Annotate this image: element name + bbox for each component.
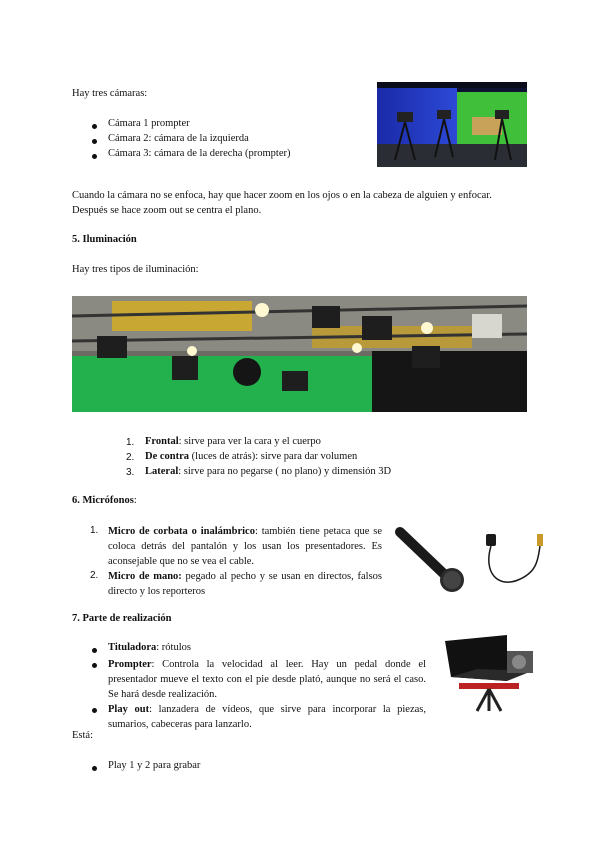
lighting-item-1: Frontal: sirve para ver la cara y el cuerpo (145, 436, 321, 447)
camera-item-3: Cámara 3: cámara de la derecha (prompter) (108, 148, 291, 159)
bullet-icon (92, 154, 97, 159)
bullet-icon (92, 648, 97, 653)
cameras-intro: Hay tres cámaras: (72, 88, 148, 99)
handheld-microphone-image (394, 524, 469, 594)
lighting-item-3: Lateral: sirve para no pegarse ( no plano) y dimensión 3D (145, 466, 392, 477)
realization-item-3: Play out: lanzadera de vídeos, que sirve para incorporar la piezas, sumarios, cabeceras para lanzarlo. (108, 704, 426, 730)
play-item: Play 1 y 2 para grabar (108, 760, 201, 771)
studio-cameras-image (377, 82, 527, 167)
lighting-item-2: De contra (luces de atrás): sirve para dar volumen (145, 451, 358, 462)
lighting-number: 1. (126, 437, 135, 448)
camera-item-1: Cámara 1 prompter (108, 118, 190, 129)
realization-item-2: Prompter: Controla la velocidad al leer. Hay un pedal donde el presentador mueve el texto con el pie desde plató, aunque no será el caso. Se hará desde realización. (108, 659, 426, 700)
mic-item-1: Micro de corbata o inalámbrico: también tiene petaca que se coloca detrás del pantalón y los usan los presentadores. Es aconsejable que no se vea el cable. (108, 526, 382, 567)
bullet-icon (92, 708, 97, 713)
bullet-icon (92, 139, 97, 144)
lighting-number: 3. (126, 467, 135, 478)
section-7-title: 7. Parte de realización (72, 613, 172, 624)
bullet-icon (92, 124, 97, 129)
camera-item-2: Cámara 2: cámara de la izquierda (108, 133, 249, 144)
bullet-icon (92, 663, 97, 668)
esta-label: Está: (72, 730, 93, 741)
zoom-paragraph-line-1: Cuando la cámara no se enfoca, hay que hacer zoom en los ojos o en la cabeza de alguien y enfocar. (72, 190, 492, 201)
mic-number: 2. (90, 570, 99, 581)
lavalier-microphone-image (478, 528, 550, 590)
realization-item-1: Tituladora: rótulos (108, 642, 191, 653)
bullet-icon (92, 766, 97, 771)
mic-number: 1. (90, 525, 99, 536)
studio-lighting-image (72, 296, 527, 412)
section-6-title: 6. Micrófonos: (72, 495, 137, 506)
prompter-image (437, 633, 547, 713)
lighting-number: 2. (126, 452, 135, 463)
lighting-intro: Hay tres tipos de iluminación: (72, 264, 199, 275)
zoom-paragraph-line-2: Después se hace zoom out se centra el plano. (72, 205, 262, 216)
section-5-title: 5. Iluminación (72, 234, 137, 245)
mic-item-2: Micro de mano: pegado al pecho y se usan en directos, falsos directo y los reporteros (108, 571, 383, 597)
